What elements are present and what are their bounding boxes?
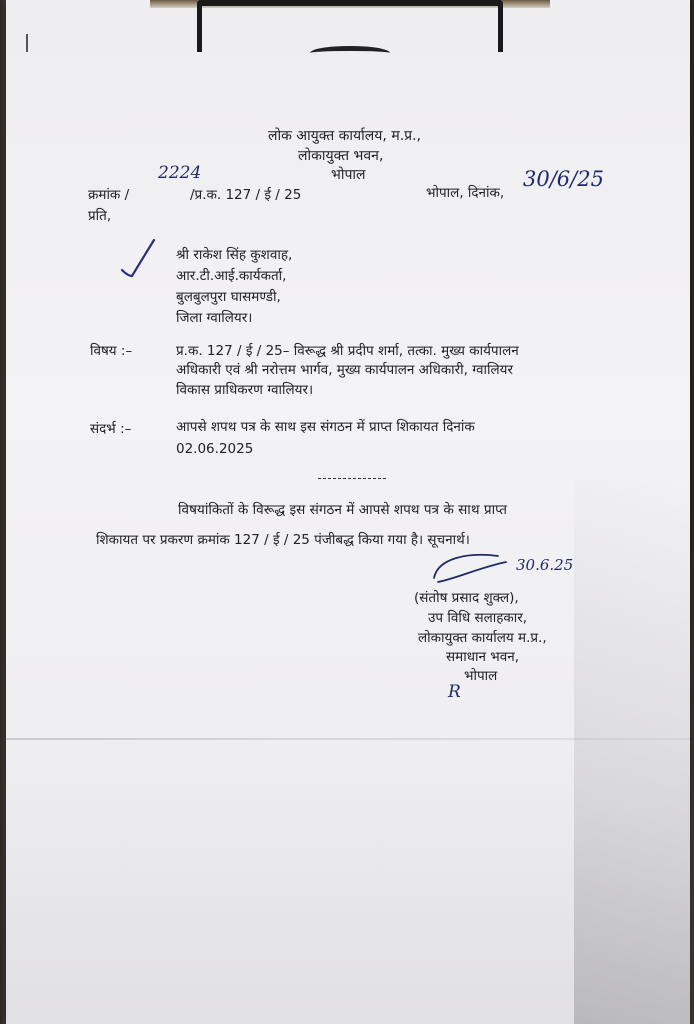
subject-line-3: विकास प्राधिकरण ग्वालियर।	[176, 382, 314, 398]
addressee-locality: बुलबुलपुरा घासमण्डी,	[176, 289, 281, 305]
addressee-title: आर.टी.आई.कार्यकर्ता,	[176, 268, 287, 284]
subject-line-2: अधिकारी एवं श्री नरोत्तम भार्गव, मुख्य कार्यपालन अधिकारी, ग्वालियर	[176, 362, 514, 378]
place-date-label: भोपाल, दिनांक,	[426, 185, 505, 201]
body-line-2: शिकायत पर प्रकरण क्रमांक 127 / ई / 25 पंजीबद्ध किया गया है। सूचनार्थ।	[96, 532, 470, 548]
reference-date: 02.06.2025	[176, 441, 254, 457]
signatory-name: (संतोष प्रसाद शुक्ल),	[414, 590, 519, 606]
signature-scribble-icon	[428, 548, 512, 588]
kramank-label: क्रमांक /	[88, 187, 130, 203]
case-reference: /प्र.क. 127 / ई / 25	[190, 187, 302, 203]
separator	[318, 478, 386, 479]
body-line-1: विषयांकितों के विरूद्ध इस संगठन में आपसे शपथ पत्र के साथ प्राप्त	[178, 502, 508, 518]
office-city: भोपाल	[331, 167, 366, 183]
signatory-city: भोपाल	[464, 668, 498, 684]
office-name: लोक आयुक्त कार्यालय, म.प्र.,	[268, 128, 422, 144]
handwritten-initial: R	[448, 682, 461, 702]
subject-line-1: प्र.क. 127 / ई / 25– विरूद्ध श्री प्रदीप शर्मा, तत्का. मुख्य कार्यपालन	[176, 343, 519, 359]
reference-line-1: आपसे शपथ पत्र के साथ इस संगठन में प्राप्त शिकायत दिनांक	[176, 419, 475, 435]
check-mark-icon	[118, 236, 158, 280]
signatory-designation: उप विधि सलाहकार,	[428, 610, 528, 626]
kramank-handwritten: 2224	[158, 163, 202, 183]
signature-date-handwritten: 30.6.25	[516, 556, 574, 574]
signatory-office: लोकायुक्त कार्यालय म.प्र.,	[418, 630, 547, 646]
office-building: लोकायुक्त भवन,	[298, 148, 384, 164]
addressee-name: श्री राकेश सिंह कुशवाह,	[176, 247, 293, 263]
subject-label: विषय :–	[90, 343, 133, 359]
date-handwritten: 30/6/25	[523, 167, 604, 191]
signatory-building: समाधान भवन,	[446, 649, 520, 665]
addressee-district: जिला ग्वालियर।	[176, 310, 253, 326]
reference-label: संदर्भ :–	[90, 421, 132, 437]
prati-label: प्रति,	[88, 208, 112, 224]
